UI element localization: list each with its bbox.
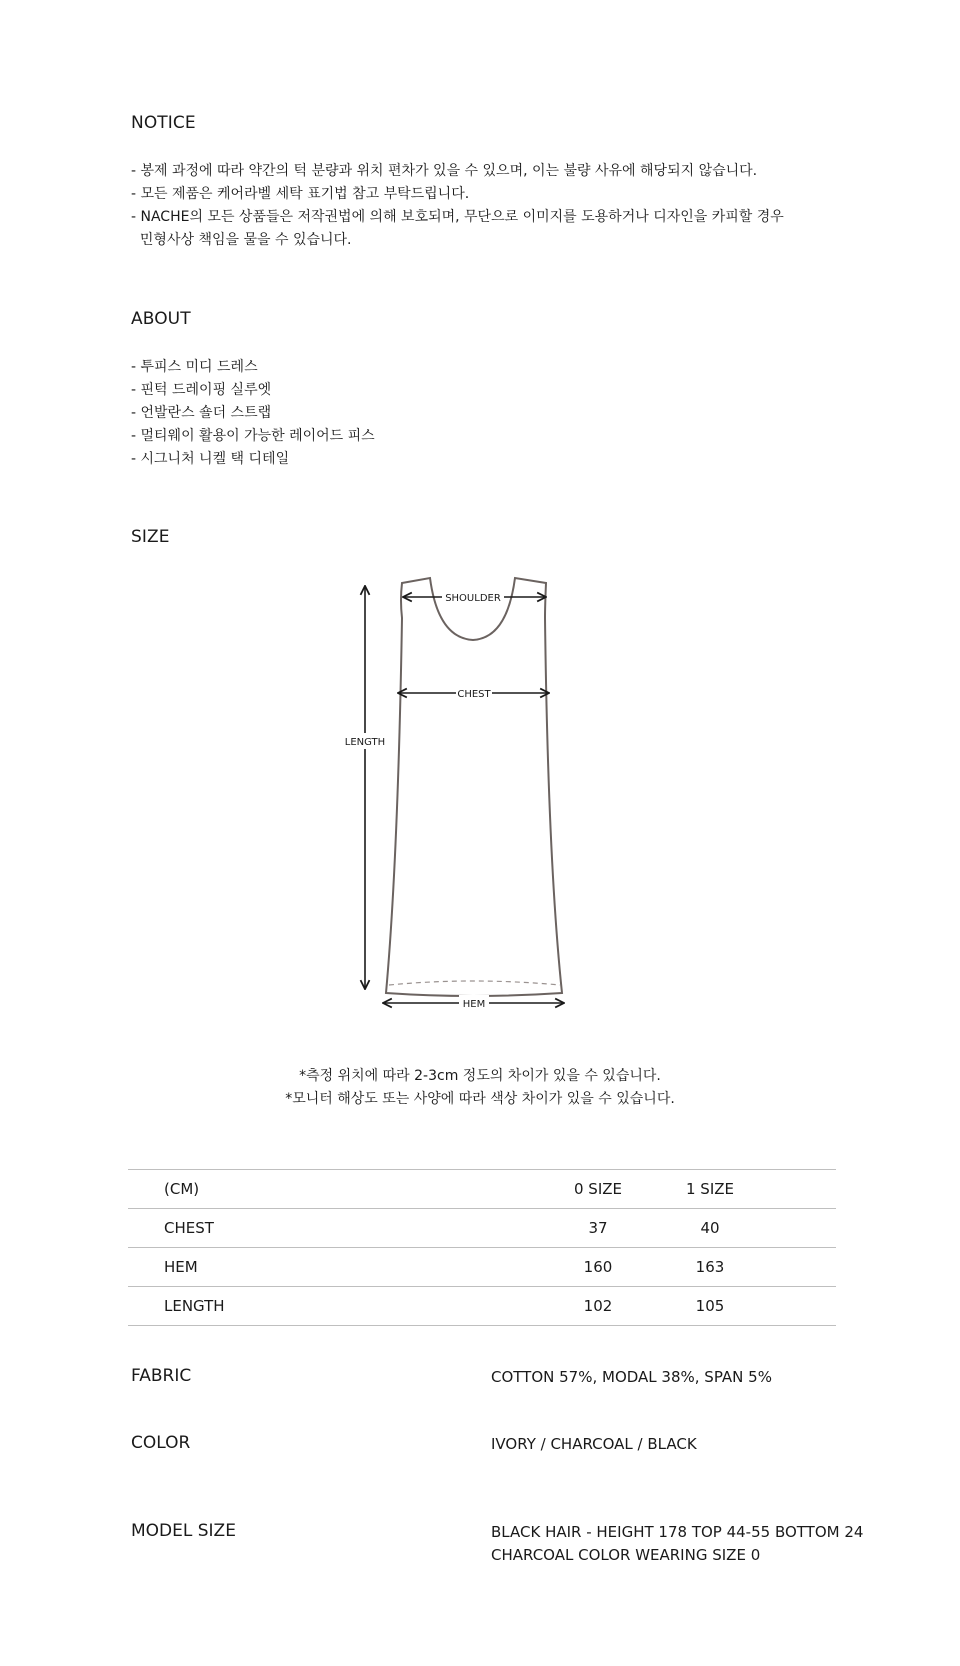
about-line: - 언발란스 숄더 스트랩 — [131, 405, 272, 421]
dress-outline — [386, 578, 562, 996]
notice-heading: NOTICE — [131, 113, 196, 133]
table-cell: 160 — [542, 1248, 654, 1287]
shoulder-label: SHOULDER — [445, 593, 501, 604]
table-cell: 40 — [654, 1209, 766, 1248]
table-cell: 102 — [542, 1287, 654, 1326]
model-size-line: CHARCOAL COLOR WEARING SIZE 0 — [491, 1546, 761, 1564]
model-size-line: BLACK HAIR - HEIGHT 178 TOP 44-55 BOTTOM 24 — [491, 1523, 864, 1541]
about-heading: ABOUT — [131, 309, 191, 329]
table-header-cell: 1 SIZE — [654, 1170, 766, 1209]
chest-label: CHEST — [457, 689, 491, 700]
notice-line: - 봉제 과정에 따라 약간의 턱 분량과 위치 편차가 있을 수 있으며, 이는 불량 사유에 해당되지 않습니다. — [131, 163, 758, 179]
hem-stitch — [389, 981, 560, 985]
table-cell: HEM — [128, 1248, 542, 1287]
table-cell: LENGTH — [128, 1287, 542, 1326]
fabric-value: COTTON 57%, MODAL 38%, SPAN 5% — [491, 1368, 772, 1386]
about-line: - 핀턱 드레이핑 실루엣 — [131, 382, 272, 398]
size-table — [128, 1169, 836, 1326]
table-row — [128, 1287, 836, 1326]
table-cell: 105 — [654, 1287, 766, 1326]
model-size-value — [491, 1521, 863, 1567]
about-line: - 시그니처 니켈 택 디테일 — [131, 451, 290, 467]
table-header-cell: 0 SIZE — [542, 1170, 654, 1209]
length-label: LENGTH — [344, 737, 386, 748]
table-header-row — [128, 1170, 836, 1209]
table-header-cell: (CM) — [128, 1170, 542, 1209]
size-note: *모니터 해상도 또는 사양에 따라 색상 차이가 있을 수 있습니다. — [285, 1091, 675, 1107]
color-label: COLOR — [131, 1433, 191, 1453]
notice-line: - 모든 제품은 케어라벨 세탁 표기법 참고 부탁드립니다. — [131, 186, 470, 202]
table-cell: 37 — [542, 1209, 654, 1248]
notice-line: - NACHE의 모든 상품들은 저작권법에 의해 보호되며, 무단으로 이미지를 도용하거나 디자인을 카피할 경우 — [131, 209, 784, 225]
about-line: - 멀티웨이 활용이 가능한 레이어드 피스 — [131, 428, 375, 444]
table-cell: CHEST — [128, 1209, 542, 1248]
table-cell: 163 — [654, 1248, 766, 1287]
table-row — [128, 1209, 836, 1248]
size-note: *측정 위치에 따라 2-3cm 정도의 차이가 있을 수 있습니다. — [299, 1068, 661, 1084]
notice-line: 민형사상 책임을 물을 수 있습니다. — [131, 232, 352, 248]
about-line: - 투피스 미디 드레스 — [131, 359, 258, 375]
fabric-label: FABRIC — [131, 1366, 192, 1386]
hem-label: HEM — [462, 999, 486, 1010]
size-heading: SIZE — [131, 527, 170, 547]
model-size-label: MODEL SIZE — [131, 1521, 236, 1541]
color-value: IVORY / CHARCOAL / BLACK — [491, 1435, 697, 1453]
table-row — [128, 1248, 836, 1287]
